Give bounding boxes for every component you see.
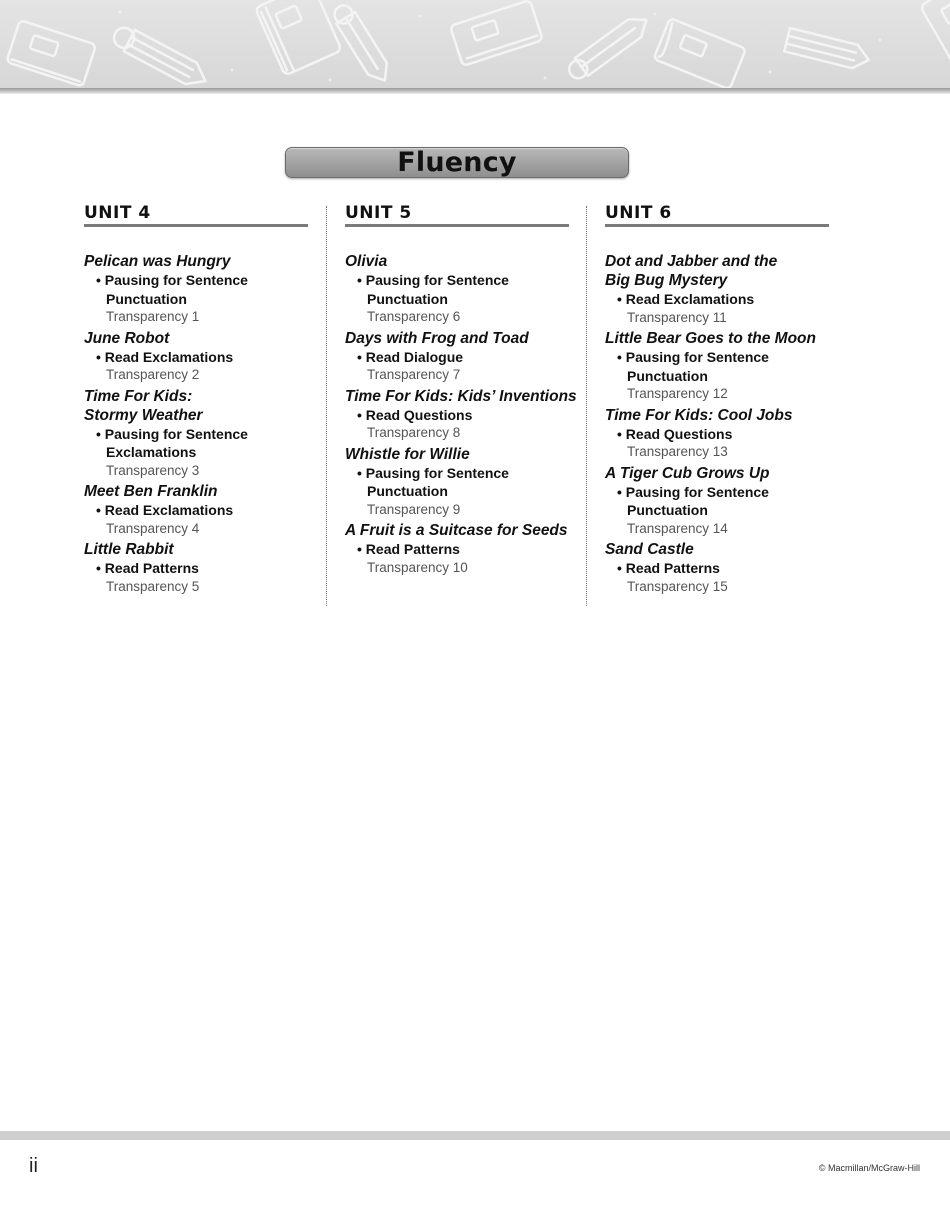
unit-heading: UNIT 4 [84,202,308,227]
story-title: Little Bear Goes to the Moon [605,330,816,347]
skill-label: Pausing for Sentence Punctuation [104,272,248,307]
story-title: Dot and Jabber and the Big Bug Mystery [605,253,778,289]
story-title: Meet Ben Franklin [84,483,218,500]
transparency-label: Transparency 2 [106,367,200,382]
column-divider [586,206,587,606]
unit-heading: UNIT 6 [605,202,829,227]
story-entry [84,482,308,538]
story-title: June Robot [84,329,170,347]
skill-bullet: • Read Questions [617,425,733,442]
skill-label: Pausing for Sentence Punctuation [625,483,769,518]
story-entry [605,406,829,462]
skill-label: Read Questions [365,406,473,423]
skill-bullet: • Read Patterns [357,541,460,557]
transparency-label: Transparency 3 [106,462,200,478]
story-entry [84,387,308,481]
skill-bullet: • Read Questions [357,406,473,423]
transparency-label: Transparency 12 [627,386,728,401]
skill-bullet: • Read Exclamations [96,348,234,365]
footer-bar [0,1131,950,1140]
skill-bullet: • Read Exclamations [617,291,755,307]
story-entry [345,329,569,385]
transparency-label: Transparency 4 [106,520,200,536]
story-title: Days with Frog and Toad [345,329,529,347]
skill-bullet: • Pausing for Sentence Punctuation [357,272,509,307]
story-entry [345,521,569,577]
unit-6-column [605,202,829,596]
transparency-label: Transparency 8 [367,425,461,440]
skill-label: Pausing for Sentence Punctuation [625,349,769,384]
transparency-label: Transparency 11 [627,309,727,325]
page-title: Fluency [397,147,517,178]
skill-label: Read Patterns [365,541,460,557]
banner-divider [0,88,950,94]
skill-bullet: • Read Patterns [96,560,199,576]
copyright-notice: © Macmillan/McGraw-Hill [818,1163,920,1173]
story-entry [605,329,829,404]
story-entry [605,540,829,596]
story-title: A Tiger Cub Grows Up [605,464,770,482]
story-title: Sand Castle [605,541,694,558]
story-entry [84,329,308,385]
page-number: ii [29,1155,38,1177]
transparency-label: Transparency 9 [367,501,461,517]
transparency-label: Transparency 5 [106,578,200,594]
story-entry [84,540,308,596]
transparency-label: Transparency 14 [627,520,728,536]
transparency-label: Transparency 10 [367,559,468,575]
unit-heading: UNIT 5 [345,202,569,227]
story-entry [345,252,569,327]
skill-bullet: • Pausing for Sentence Punctuation [357,464,509,499]
story-title: Time For Kids: Stormy Weather [84,387,203,424]
skill-label: Read Exclamations [625,291,755,307]
skill-label: Read Exclamations [104,502,234,518]
skill-label: Read Exclamations [104,348,234,365]
story-entry [84,252,308,327]
story-title: Olivia [345,253,388,270]
skill-label: Pausing for Sentence Punctuation [365,272,509,307]
skill-bullet: • Pausing for Sentence Punctuation [96,272,248,307]
skill-bullet: • Pausing for Sentence Punctuation [617,349,769,384]
title-banner [285,147,629,178]
skill-bullet: • Pausing for Sentence Exclamations [96,425,248,460]
unit-4-column [84,202,308,596]
skill-label: Read Patterns [104,560,199,576]
story-title: Time For Kids: Kids’ Inventions [345,387,577,405]
skill-bullet: • Read Exclamations [96,502,234,518]
top-banner [0,0,950,88]
story-title: Pelican was Hungry [84,253,231,270]
transparency-label: Transparency 1 [106,309,200,324]
transparency-label: Transparency 15 [627,578,728,594]
unit-5-column [345,202,577,577]
story-entry [345,445,569,520]
skill-label: Read Patterns [625,560,720,576]
story-title: Time For Kids: Cool Jobs [605,406,793,424]
story-entry [605,464,829,539]
story-entry [605,252,829,327]
skill-bullet: • Pausing for Sentence Punctuation [617,483,769,518]
skill-label: Pausing for Sentence Punctuation [365,464,509,499]
skill-label: Read Questions [625,425,733,442]
transparency-label: Transparency 7 [367,367,461,382]
transparency-label: Transparency 13 [627,444,728,459]
story-title: Whistle for Willie [345,445,470,463]
transparency-label: Transparency 6 [367,309,461,324]
skill-bullet: • Read Patterns [617,560,720,576]
notebook-pencil-doodle-icon [0,0,950,88]
story-title: A Fruit is a Suitcase for Seeds [345,522,568,539]
story-entry [345,387,577,443]
column-divider [326,206,327,606]
skill-label: Read Dialogue [365,348,464,365]
skill-bullet: • Read Dialogue [357,348,464,365]
story-title: Little Rabbit [84,541,174,558]
skill-label: Pausing for Sentence Exclamations [104,425,248,460]
